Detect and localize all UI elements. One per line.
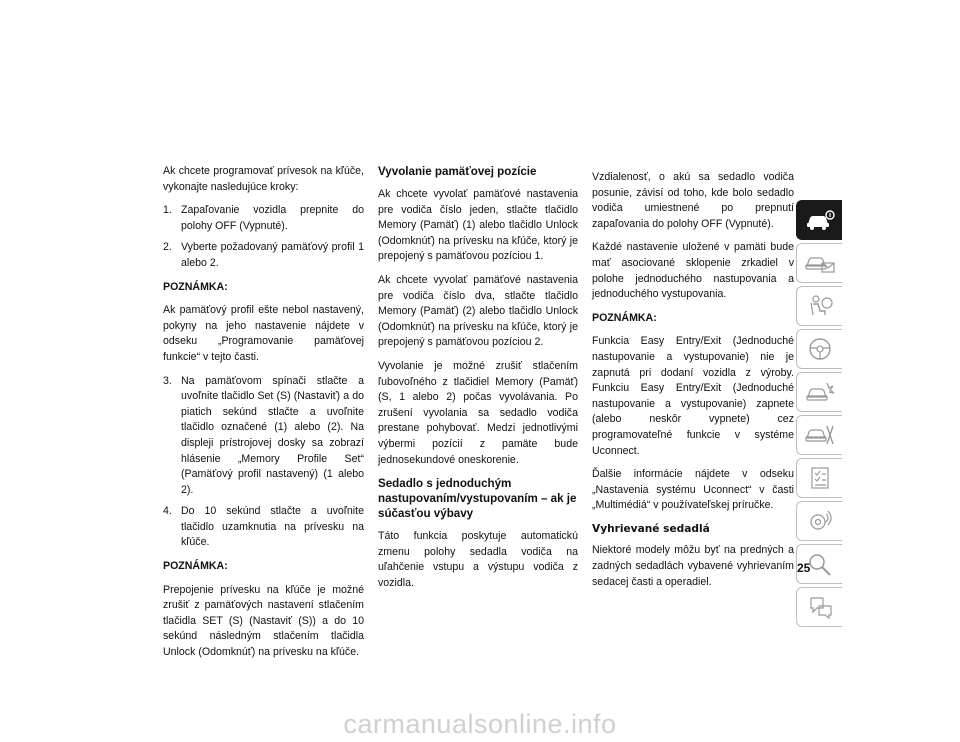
page-number: 25 [797,561,811,575]
tab-speaker[interactable] [796,501,842,541]
tab-language[interactable] [796,587,842,627]
column-middle [378,164,578,599]
speaker-icon [805,508,835,534]
watermark-text: carmanualsonline.info [343,708,617,739]
step-item [163,504,364,551]
intro-paragraph: Ak chcete programovať prívesok na kľúče, vykonajte nasledujúce kroky: [163,165,364,193]
tab-checklist[interactable] [796,458,842,498]
airbag-icon [805,293,835,319]
section-heading: Vyvolanie pamäťovej pozície [378,165,537,178]
step-number: 4. [163,505,172,518]
checklist-icon [805,465,835,491]
subsection-heading: Vyhrievané sedadlá [592,522,710,535]
note-label: POZNÁMKA: [163,280,228,293]
step-item [163,203,364,234]
tab-car-mail[interactable] [796,243,842,283]
paragraph: Vzdialenosť, o akú sa sedadlo vodiča posunie, závisí od toho, kde bolo sedadlo vodiča umiestnené po prepnutí zapaľovania do polohy OFF (Vypnuté). [592,171,794,230]
paragraph: Niektoré modely môžu byť na predných a zadných sedadlách vybavené vyhrievaním sedacej časti a operadiel. [592,544,794,588]
step-item [163,240,364,271]
car-crash-icon [805,379,835,405]
step-item [163,374,364,499]
column-left [163,164,364,669]
step-text: Vyberte požadovaný pamäťový profil 1 alebo 2. [181,241,364,269]
tab-airbag[interactable] [796,286,842,326]
tab-car-tools[interactable] [796,415,842,455]
tab-car-info[interactable] [796,200,842,240]
step-text: Do 10 sekúnd stlačte a uvoľnite tlačidlo uzamknutia na prívesku na kľúče. [181,505,364,549]
note-text: Ak pamäťový profil ešte nebol nastavený, pokyny na jeho nastavenie nájdete v odseku „Programovanie pamäťovej funkcie“ v tejto časti. [163,304,364,363]
car-mail-icon [805,250,835,276]
note-label: POZNÁMKA: [592,311,657,324]
tab-steering-wheel[interactable] [796,329,842,369]
paragraph: Vyvolanie je možné zrušiť stlačením ľubovoľného z tlačidiel Memory (Pamäť) (S, 1 alebo 2) počas vyvolávania. Po zrušení vyvolania sa sedadlo vodiča prestane pohybovať. Medzi jednotlivými výbermi pozícií z pamäte bude jednosekundové oneskorenie. [378,359,578,466]
step-text: Zapaľovanie vozidla prepnite do polohy OFF (Vypnuté). [181,204,364,232]
paragraph: Táto funkcia poskytuje automatickú zmenu polohy sedadla vodiča na uľahčenie vstupu a výstupu vodiča z vozidla. [378,530,578,589]
step-text: Na pamäťovom spínači stlačte a uvoľnite tlačidlo Set (S) (Nastaviť) a do piatich sekúnd stlačte a uvoľnite tlačidlo označené (1) alebo (2). Na displeji prístrojovej dosky sa zobrazí hlásenie „Memory Profile Set“ (Pamäťový profil nastavený) (1 alebo 2). [181,374,364,496]
column-right [592,170,794,598]
paragraph: Ak chcete vyvolať pamäťové nastavenia pre vodiča číslo dva, stlačte tlačidlo Memory (Pamäť) (2) alebo tlačidlo Unlock (Odomknúť) na prívesku na kľúče, ktorý je prepojený s pamäťovou pozíciou 2. [378,273,578,349]
steps-list-a [163,203,364,271]
steps-list-b [163,374,364,552]
watermark [0,706,960,742]
car-info-icon [805,207,835,233]
section-heading: Sedadlo s jednoduchým nastupovaním/vystupovaním – ak je súčasťou výbavy [378,477,577,521]
note-label: POZNÁMKA: [163,560,228,573]
steering-wheel-icon [805,336,835,362]
paragraph: Ďalšie informácie nájdete v odseku „Nastavenia systému Uconnect“ v časti „Multimédiá“ v používateľskej príručke. [592,468,794,512]
paragraph: Každé nastavenie uložené v pamäti bude mať asociované sklopenie zrkadiel v polohe jednoduchého nastupovania a jednoduchého vystupovania. [592,241,794,301]
step-number: 1. [163,204,172,217]
step-number: 3. [163,374,172,387]
language-icon [805,594,835,620]
tab-car-crash[interactable] [796,372,842,412]
car-tools-icon [805,422,835,448]
note-text: Funkcia Easy Entry/Exit (Jednoduché nastupovanie a vystupovanie) nie je zapnutá pri dodaní vozidla z výroby. Funkciu Easy Entry/Exit (Jednoduché nastupovanie a vystupovanie) zapnete (alebo neskôr vypnete) cez programovateľné funkcie v systéme Uconnect. [592,335,794,457]
note-text: Prepojenie prívesku na kľúče je možné zrušiť z pamäťových nastavení stlačením tlačidla SET (S) (Nastaviť (S)) a do 10 sekúnd následným stlačením tlačidla Unlock (Odomknúť) na prívesku na kľúče. [163,583,364,659]
paragraph: Ak chcete vyvolať pamäťové nastavenia pre vodiča číslo jeden, stlačte tlačidlo Memory (Pamäť) (1) alebo tlačidlo Unlock (Odomknúť) na prívesku na kľúče, ktorý je prepojený s pamäťovou pozíciou 1. [378,188,578,263]
step-number: 2. [163,241,172,254]
